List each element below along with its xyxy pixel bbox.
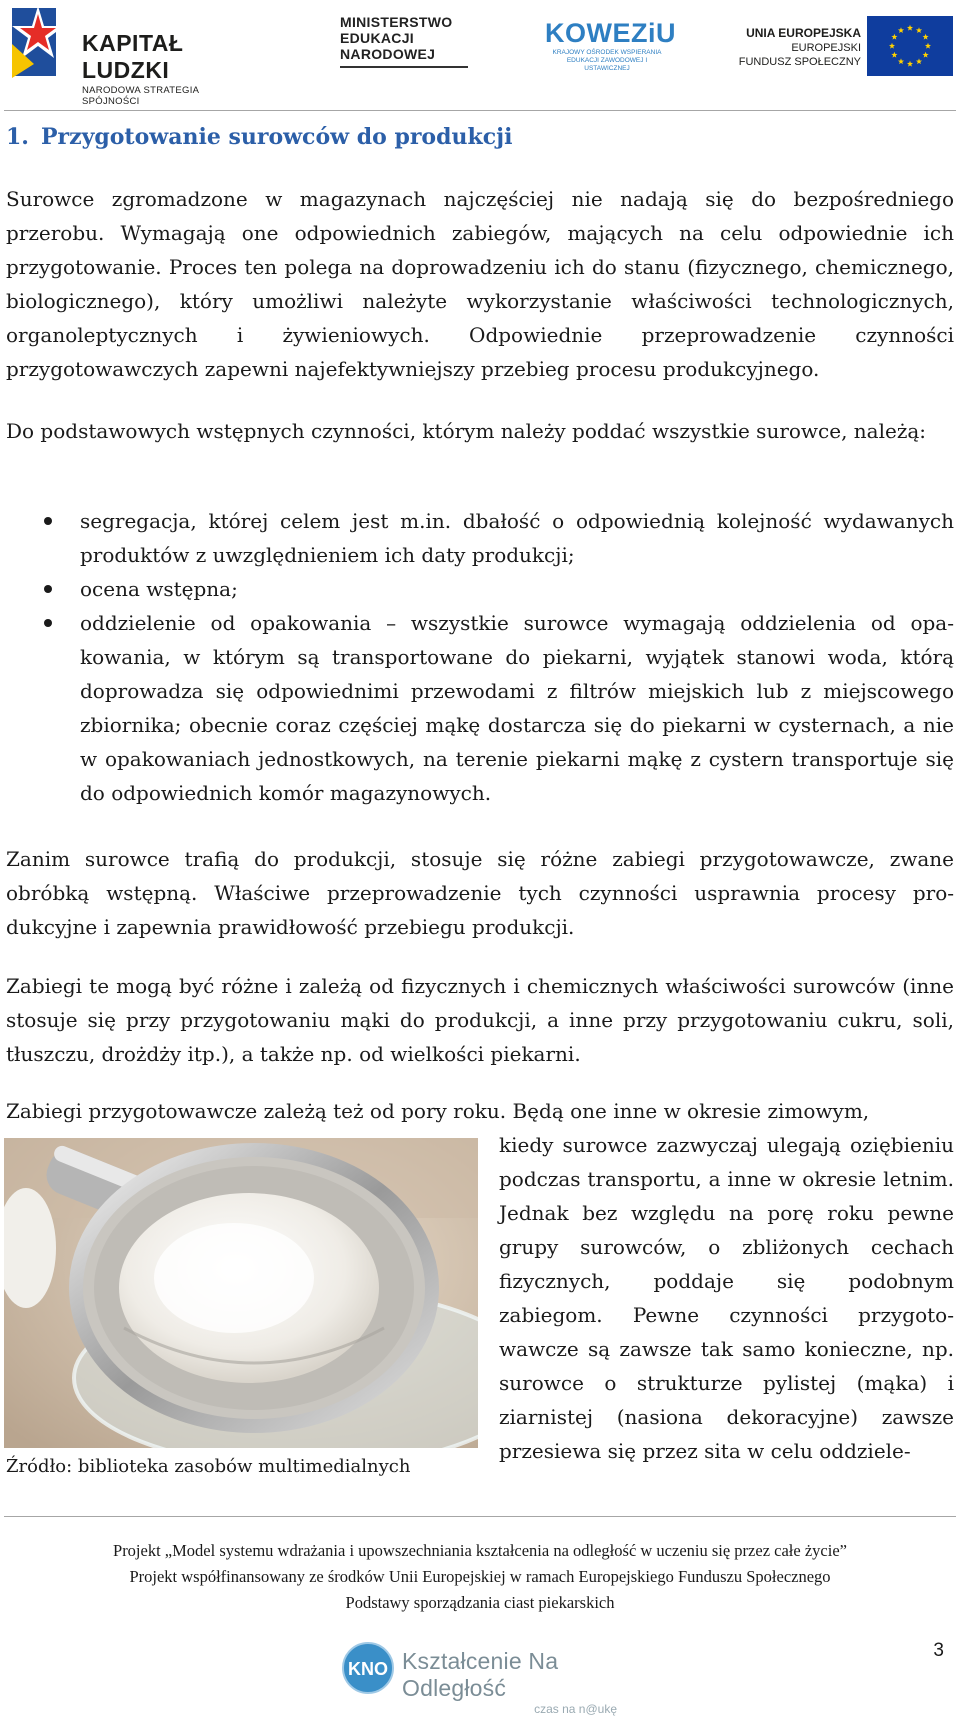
paragraph-1: Surowce zgromadzone w magazynach najczęściej nie nadają się do bezpośredniego przerobu. Wymagają one odpowiednich zabiegów, mających na celu odpowiednie ich przygotowanie. Proces ten polega na doprowadzeniu ich do stanu (fizycznego, chemicznego, biologicznego), który umożliwi należyte wykorzystanie właściwości technologicznych, organoleptycznych i żywieniowych. Odpowiednie przeprowadzenie czynności przygotowawczych zapewni najefektywniejszy przebieg procesu produkcyjnego.: [6, 187, 954, 381]
kapital-ludzki-subtitle: NARODOWA STRATEGIA SPÓJNOŚCI: [82, 85, 199, 107]
paragraph-5-continued: kiedy surowce zazwyczaj ulegają oziębieniu podczas transportu, a inne w okresie letnim. Jednak bez względu na porę roku pewne grupy surowców, o zbliżonych cechach fizycznych, poddaje się podobnym zabiegom. Pewne czynności przygotowawcze są zawsze tak samo konieczne, np. surowce o strukturze pylistej (mąka) i ziarnistej (nasiona dekoracyjne) zawsze przesiewa się przez sita w celu oddziele-: [499, 1133, 954, 1463]
figure-caption: Źródło: biblioteka zasobów multimedialnych: [6, 1456, 411, 1477]
list-item: oddzielenie od opakowania – wszystkie surowce wymagają oddzielenia od opakowania, w którym są transportowane do piekarni, wyjątek stanowi woda, którą doprowadza się odpowiednimi przewodami z filtrów miejskich lub z miejscowego zbiornika; obecnie coraz częściej mąkę dostarcza się do piekarni w cysternach, a nie w opakowaniach jednostkowych, na terenie piekarni mąkę z cystern transportuje się do odpowiednich komór magazynowych.: [6, 606, 954, 810]
header-divider: [4, 110, 956, 111]
section-title: Przygotowanie surowców do produkcji: [40, 124, 513, 150]
ministerstwo-line-1: MINISTERSTWO: [340, 14, 453, 30]
ministerstwo-rule: [340, 66, 468, 68]
eu-line-2: EUROPEJSKI: [791, 42, 861, 54]
section-number: 1.: [6, 124, 29, 150]
eu-line-1: UNIA EUROPEJSKA: [746, 26, 861, 40]
footer-line-3: Podstawy sporządzania ciast piekarskich: [345, 1593, 615, 1612]
flour-sieve-image: [4, 1138, 478, 1448]
eu-line-3: FUNDUSZ SPOŁECZNY: [738, 56, 861, 68]
footer: [0, 1538, 960, 1616]
header-logos: [0, 0, 960, 107]
kapital-ludzki-logo: [8, 4, 258, 107]
eu-logo: [735, 16, 955, 78]
koweziu-subtitle-2: EDUKACJI ZAWODOWEJ I USTAWICZNEJ: [566, 57, 648, 72]
list-item: ocena wstępna;: [6, 572, 954, 606]
ministerstwo-line-2: EDUKACJI: [340, 30, 414, 46]
paragraph-5: Zabiegi przygotowawcze zależą też od pory roku. Będą one inne w okresie zimowym,: [6, 1099, 870, 1123]
koweziu-name: KOWEZiU: [545, 18, 676, 48]
koweziu-logo: [545, 12, 676, 82]
page-number: 3: [933, 1640, 944, 1661]
footer-line-2: Projekt współfinansowany ze środków Unii Europejskiej w ramach Europejskiego Funduszu Społecznego: [129, 1567, 831, 1586]
ksztalcenie-na-odleglosc-logo: [340, 1640, 630, 1716]
svg-text:KNO: KNO: [348, 1659, 388, 1679]
section-heading: [6, 124, 512, 150]
kno-title: Kształcenie Na Odległość: [402, 1648, 559, 1701]
kapital-ludzki-name: KAPITAŁ LUDZKI: [82, 30, 184, 83]
list-item: segregacja, której celem jest m.in. dbałość o odpowiednią kolejność wydawanych produktów z uwzględnieniem ich daty produkcji;: [6, 504, 954, 572]
kapital-ludzki-star-icon: [8, 4, 78, 82]
eu-flag-icon: [867, 16, 953, 76]
footer-line-1: Projekt „Model systemu wdrażania i upowszechniania kształcenia na odległość w uczeniu się przez całe życie”: [113, 1541, 847, 1560]
paragraph-4: Zabiegi te mogą być różne i zależą od fizycznych i chemicznych właściwości surowców (inne stosuje się przy przygotowaniu mąki do produkcji, a inne przy przygotowaniu cukru, soli, tłuszczu, drożdży itp.), a także np. od wielkości piekarni.: [6, 974, 954, 1066]
paragraph-3: Zanim surowce trafią do produkcji, stosuje się różne zabiegi przygotowawcze, zwane obróbką wstępną. Właściwe przeprowadzenie tych czynności usprawnia procesy produkcyjne i zapewnia prawidłowość przebiegu produkcji.: [6, 847, 954, 939]
bullet-list: [6, 504, 954, 810]
koweziu-subtitle-1: KRAJOWY OŚRODEK WSPIERANIA: [552, 49, 662, 56]
kno-globe-icon: [340, 1640, 396, 1696]
paragraph-2: Do podstawowych wstępnych czynności, którym należy poddać wszystkie surowce, należą:: [6, 419, 927, 443]
flour-sieve-photo: [4, 1138, 478, 1448]
kno-subtitle: czas na n@ukę: [534, 1702, 617, 1716]
ministerstwo-line-3: NARODOWEJ: [340, 46, 436, 62]
footer-divider: [4, 1516, 956, 1517]
ministerstwo-logo: [340, 14, 480, 74]
